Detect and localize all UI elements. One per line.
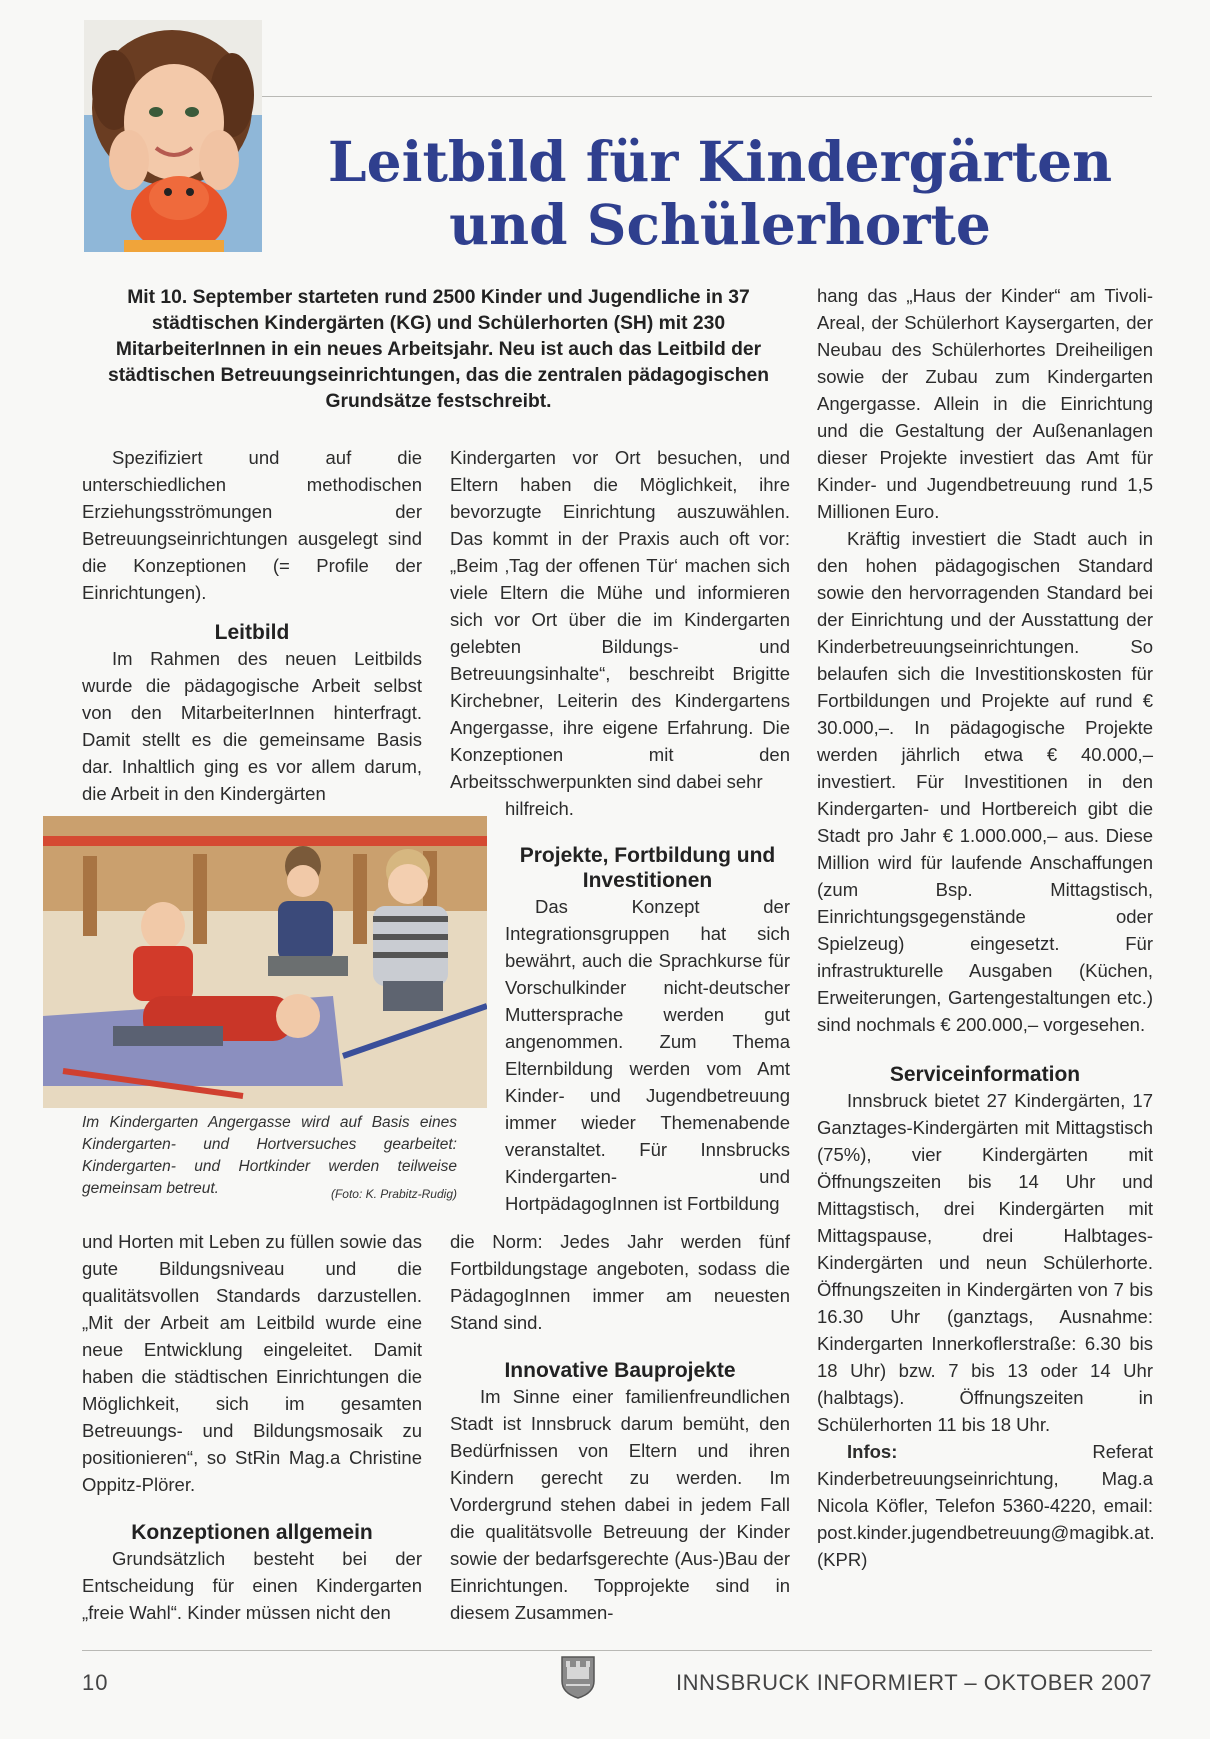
heading-konzeptionen: Konzeptionen allgemein — [131, 1521, 373, 1544]
publication-title: INNSBRUCK INFORMIERT – OKTOBER 2007 — [676, 1670, 1152, 1695]
column-2-top — [450, 444, 790, 822]
infos-label: Infos: — [847, 1441, 898, 1462]
heading-leitbild: Leitbild — [214, 621, 290, 644]
service-paragraph: Innsbruck bietet 27 Kindergärten, 17 Ganztages-Kindergärten mit Mittagstisch (75%), vier Kindergärten mit Öffnungszeiten bis 14 Uhr und Mittagstisch, drei Kindergärten mit Mittagspause, drei Halbtages-Kindergärten und neun Schülerhorte. Öffnungszeiten in Kindergärten von 7 bis 16.30 Uhr (ganztags, Ausnahme: Kindergarten Innerkoflerstraße: 6.30 bis 18 Uhr) bzw. 7 bis 13 oder 14 Uhr (halbtags). Öffnungszeiten in Schülerhorten 11 bis 18 Uhr. — [817, 1090, 1153, 1435]
header-rule — [262, 96, 1152, 97]
column-1-top — [82, 444, 422, 807]
column-2-middle — [505, 779, 790, 1217]
innsbruck-crest-icon — [560, 1655, 596, 1699]
photo-caption — [82, 1112, 457, 1205]
heading-serviceinformation: Serviceinformation — [889, 1063, 1081, 1086]
konzeptionen-end: hilfreich. — [505, 798, 574, 819]
caption-text: Im Kindergarten Angergasse wird auf Basis eines Kindergarten- und Hortversuches gearbeitet: Kindergarten- und Hortkinder werden teilweise gemeinsam betreut. — [82, 1114, 457, 1197]
hero-photo-girl — [84, 20, 262, 252]
leitbild-paragraph: Im Rahmen des neuen Leitbilds wurde die pädagogische Arbeit selbst von den MitarbeiterInnen hinterfragt. Damit stellt es die gemeinsame Basis dar. Inhaltlich ging es vor allem darum, die Arbeit in den Kindergärten — [82, 648, 422, 804]
page-number: 10 — [82, 1670, 109, 1695]
bauprojekte-continued: hang das „Haus der Kinder“ am Tivoli-Areal, der Schülerhort Kaysergarten, der Neubau des Schülerhortes Dreiheiligen sowie der Zubau zum Kindergarten Angergasse. Allein in die Einrichtung und die Gestaltung der Außenanlagen dieser Projekte investiert das Amt für Kinder- und Jugendbetreuung rund 1,5 Millionen Euro. — [817, 285, 1153, 522]
projekte-paragraph: Das Konzept der Integrationsgruppen hat sich bewährt, auch die Sprachkurse für Vorschulkinder nicht-deutscher Muttersprache werden gut angenommen. Zum Thema Elternbildung werden vom Amt Kinder- und Jugendbetreuung immer wieder Themenabende veranstaltet. Für Innsbrucks Kindergarten- und HortpädagogInnen ist Fortbildung — [505, 896, 790, 1214]
column-2-bottom — [450, 1228, 790, 1626]
leitbild-continued: und Horten mit Leben zu füllen sowie das gute Bildungsniveau und die qualitätsvollen Standards darzustellen. „Mit der Arbeit am Leitbild wurde eine neue Entwicklung eingeleitet. Damit haben die städtischen Einrichtungen die Möglichkeit, sich im gesamten Betreuungs- und Bildungsmosaik zu positionieren“, so StRin Mag.a Christine Oppitz-Plörer. — [82, 1231, 422, 1495]
heading-projekte: Projekte, Fortbildung und Investitionen — [519, 844, 776, 892]
infos-text: Referat Kinderbetreuungseinrichtung, Mag.a Nicola Köfler, Telefon 5360-4220, email: post.kinder.jugendbetreuung@magibk.at. (KPR) — [817, 1441, 1155, 1570]
bauprojekte-paragraph: Im Sinne einer familienfreundlichen Stadt ist Innsbruck darum bemüht, den Bedürfnissen von Eltern und ihren Kindern gerecht zu werden. Im Vordergrund stehen dabei in jedem Fall die qualitätsvolle Betreuung der Kinder sowie der bedarfsgerechte (Aus-)Bau der Einrichtungen. Topprojekte sind in diesem Zusammen- — [450, 1386, 790, 1623]
photo-credit: (Foto: K. Prabitz-Rudig) — [330, 1187, 457, 1201]
column-3 — [817, 282, 1153, 1573]
infos-paragraph — [817, 1438, 1153, 1573]
title-line-2: und Schülerhorte — [449, 192, 991, 257]
investitionen-paragraph: Kräftig investiert die Stadt auch in den hohen pädagogischen Standard sowie den hervorragenden Standard bei der Einrichtung und der Ausstattung der Kinderbetreuungseinrichtungen. So belaufen sich die Investitionskosten für Fortbildungen und Projekte auf rund € 30.000,–. In pädagogische Projekte werden jährlich etwa € 40.000,– investiert. Für Investitionen in den Kindergarten- und Hortbereich gibt die Stadt pro Jahr € 1.000.000,– aus. Diese Million wird für laufende Anschaffungen (zum Bsp. Mittagstisch, Einrichtungsgegenstände oder Spielzeug) eingesetzt. Für infrastrukturelle Ausgaben (Küchen, Erweiterungen, Gartengestaltungen etc.) sind nochmals € 200.000,– vorgesehen. — [817, 528, 1153, 1035]
konzeptionen-continued: Kindergarten vor Ort besuchen, und Eltern haben die Möglichkeit, ihre bevorzugte Einrichtung auszuwählen. Das kommt in der Praxis auch oft vor: „Beim ‚Tag der offenen Tür‘ machen sich viele Eltern die Mühe und informieren sich vor Ort über die im Kindergarten gelebten Bildungs- und Betreuungsinhalte“, beschreibt Brigitte Kirchebner, Leiterin des Kindergartens Angergasse, ihre eigene Erfahrung. Die Konzeptionen mit den Arbeitsschwerpunkten sind dabei sehr — [450, 447, 790, 792]
intro-paragraph: Spezifiziert und auf die unterschiedlichen methodischen Erziehungsströmungen der Betreuungseinrichtungen ausgelegt sind die Konzeptionen (= Profile der Einrichtungen). — [82, 447, 422, 603]
footer-rule — [82, 1650, 1152, 1651]
heading-bauprojekte: Innovative Bauprojekte — [504, 1359, 736, 1382]
page-title — [290, 130, 1150, 256]
title-line-1: Leitbild für Kindergärten — [327, 129, 1113, 194]
projekte-continued: die Norm: Jedes Jahr werden fünf Fortbildungstage angeboten, sodass die PädagogInnen immer am neuesten Stand sind. — [450, 1231, 790, 1333]
konzeptionen-paragraph: Grundsätzlich besteht bei der Entscheidung für einen Kindergarten „freie Wahl“. Kinder müssen nicht den — [82, 1548, 422, 1623]
kindergarten-photo — [43, 816, 487, 1108]
lead-paragraph: Mit 10. September starteten rund 2500 Kinder und Jugendliche in 37 städtischen Kindergärten (KG) und Schülerhorten (SH) mit 230 MitarbeiterInnen in ein neues Arbeitsjahr. Neu ist auch das Leitbild der städtischen Betreuungseinrichtungen, das die zentralen pädagogischen Grundsätze festschreibt. — [107, 287, 770, 412]
column-1-bottom — [82, 1228, 422, 1626]
